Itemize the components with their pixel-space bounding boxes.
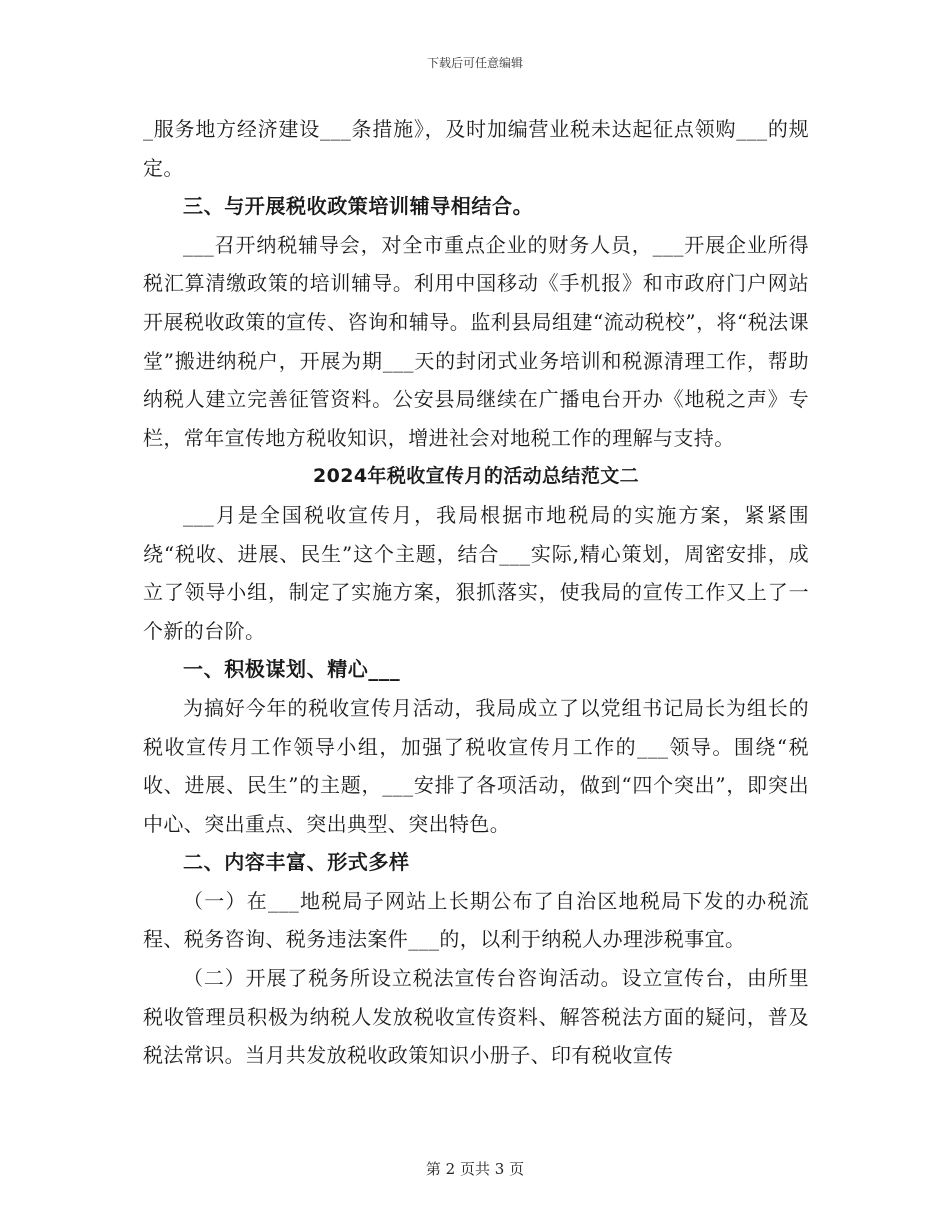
- section-heading-three: 三、与开展税收政策培训辅导相结合。: [183, 194, 534, 219]
- paragraph-continuation: _服务地方经济建设___条措施》，及时加编营业税未达起征点领购___的规定。: [143, 117, 809, 180]
- section-heading-one: 一、积极谋划、精心___: [183, 657, 401, 682]
- paragraph-website: （一）在___地税局子网站上长期公布了自治区地税局下发的办税流程、税务咨询、税务违法案件___的，以利于纳税人办理涉税事宜。: [143, 888, 809, 952]
- paragraph-training: ___召开纳税辅导会，对全市重点企业的财务人员，___开展企业所得税汇算清缴政策的培训辅导。利用中国移动《手机报》和市政府门户网站开展税收政策的宣传、咨询和辅导。监利县局组建“流动税校”，将“税法课堂”搬进纳税户，开展为期___天的封闭式业务培训和税源清理工作，帮助纳税人建立完善征管资料。公安县局继续在广播电台开办《地税之声》专栏，常年宣传地方税收知识，增进社会对地税工作的理解与支持。: [143, 232, 809, 450]
- paragraph-consult-desk: （二）开展了税务所设立税法宣传台咨询活动。设立宣传台，由所里税收管理员积极为纳税人发放税收宣传资料、解答税法方面的疑问，普及税法常识。当月共发放税收政策知识小册子、印有税收宣传: [143, 966, 809, 1068]
- section-heading-two: 二、内容丰富、形式多样: [183, 850, 410, 875]
- paragraph-intro: ___月是全国税收宣传月，我局根据市地税局的实施方案，紧紧围绕“税收、进展、民生”这个主题，结合___实际,精心策划，周密安排，成立了领导小组，制定了实施方案，狠抓落实，使我局的宣传工作又上了一个新的台阶。: [143, 502, 809, 643]
- document-body: [143, 110, 809, 1075]
- document-title: 2024年税收宣传月的活动总结范文二: [312, 465, 640, 488]
- paragraph-planning: 为搞好今年的税收宣传月活动，我局成立了以党组书记局长为组长的税收宣传月工作领导小组，加强了税收宣传月工作的___领导。围绕“税收、进展、民生”的主题，___安排了各项活动，做到“四个突出”，即突出中心、突出重点、突出典型、突出特色。: [143, 695, 809, 836]
- page-number: 第 2 页共 3 页: [425, 1160, 525, 1178]
- page-header: 下载后可任意编辑: [426, 56, 523, 70]
